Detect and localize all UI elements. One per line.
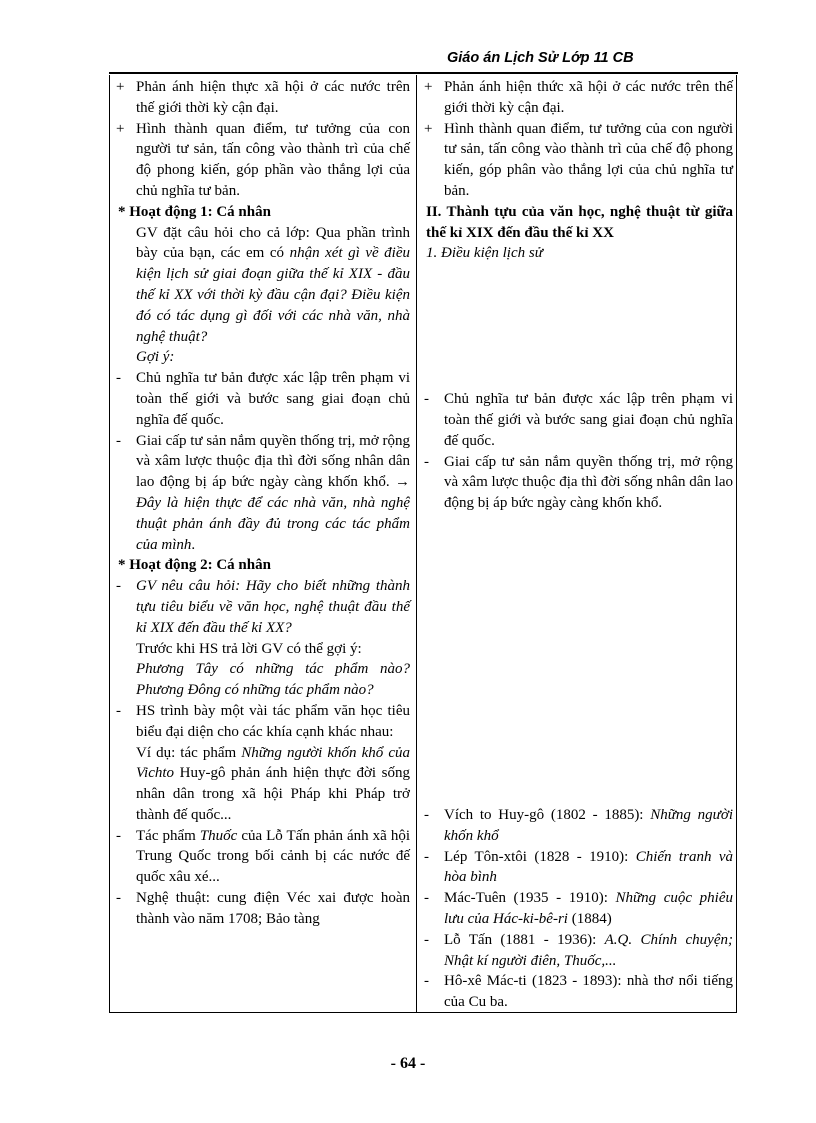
left-paragraph: - Giai cấp tư sản nắm quyền thống trị, mở rộng và xâm lược thuộc địa thì đời sống nhân dân lao động bị áp bức ngày càng khốn khổ. → Đây là hiện thực để các nhà văn, nhà nghệ thuật phản ánh đầy đủ trong các tác phẩm của mình. bbox=[116, 432, 410, 553]
left-paragraph: + Hình thành quan điểm, tư tưởng của con người tư sản, tấn công vào thành trì của chế độ phong kiến, góp phần vào thắng lợi của chủ nghĩa tư bản. bbox=[116, 120, 410, 199]
activity-heading: * Hoạt động 1: Cá nhân bbox=[118, 203, 271, 220]
left-column bbox=[114, 77, 410, 930]
left-paragraph: Phương Tây có những tác phẩm nào? Phương Đông có những tác phẩm nào? bbox=[136, 661, 410, 699]
left-paragraph: - Tác phẩm Thuốc của Lỗ Tấn phản ánh xã hội Trung Quốc trong bối cảnh bị các nước đế quốc xâu xé... bbox=[116, 827, 410, 886]
left-paragraph: GV đặt câu hỏi cho cả lớp: Qua phần trình bày của bạn, các em có nhận xét gì về điều kiện lịch sử giai đoạn giữa thế kỉ XIX - đầu thế kỉ XX với thời kỳ đầu cận đại? Điều kiện đó có tác dụng gì đối với các nhà văn, nhà nghệ thuật? bbox=[136, 224, 410, 345]
left-paragraph: Ví dụ: tác phẩm Những người khốn khổ của Vichto Huy-gô phản ánh hiện thực đời sống nhân dân trong xã hội Pháp khi Pháp trở thành đế quốc... bbox=[136, 744, 410, 823]
hint-label: Gợi ý: bbox=[136, 349, 175, 366]
subsection-heading: 1. Điều kiện lịch sử bbox=[426, 245, 543, 262]
page-number: - 64 - bbox=[390, 1055, 426, 1072]
left-paragraph: - GV nêu câu hỏi: Hãy cho biết những thành tựu tiêu biểu về văn học, nghệ thuật đầu thế kỉ XIX đến đầu thế kỉ XX? bbox=[116, 578, 410, 636]
work-item: - Vích to Huy-gô (1802 - 1885): Những người khốn khổ bbox=[424, 806, 733, 844]
left-paragraph: - Nghệ thuật: cung điện Véc xai được hoàn thành vào năm 1708; Bảo tàng bbox=[116, 890, 410, 927]
column-divider bbox=[416, 75, 417, 1012]
spacer bbox=[422, 514, 733, 805]
work-item: - Lép Tôn-xtôi (1828 - 1910): Chiến tranh và hòa bình bbox=[424, 848, 733, 886]
header-rule bbox=[109, 72, 738, 74]
work-item: - Lỗ Tấn (1881 - 1936): A.Q. Chính chuyện; Nhật kí người điên, Thuốc,... bbox=[424, 931, 733, 969]
activity-heading: * Hoạt động 2: Cá nhân bbox=[118, 557, 271, 574]
left-paragraph: Trước khi HS trả lời GV có thể gợi ý: bbox=[136, 640, 362, 657]
section-heading: II. Thành tựu của văn học, nghệ thuật từ giữa thế kỉ XIX đến đầu thế kỉ XX bbox=[426, 203, 733, 241]
left-paragraph: + Phản ánh hiện thực xã hội ở các nước trên thế giới thời kỳ cận đại. bbox=[116, 79, 410, 116]
right-paragraph: + Phản ánh hiện thức xã hội ở các nước trên thế giới thời kỳ cận đại. bbox=[424, 79, 733, 116]
left-paragraph: - HS trình bày một vài tác phẩm văn học tiêu biểu đại diện cho các khía cạnh khác nhau: bbox=[116, 702, 410, 740]
right-paragraph: - Chủ nghĩa tư bản được xác lập trên phạm vi toàn thế giới và bước sang giai đoạn chủ nghĩa đế quốc. bbox=[424, 391, 733, 449]
right-column bbox=[422, 77, 733, 1013]
right-paragraph: - Giai cấp tư sản nắm quyền thống trị, mở rộng và xâm lược thuộc địa thì đời sống nhân dân lao động bị áp bức ngày càng khốn khổ. bbox=[424, 453, 733, 512]
lesson-table bbox=[109, 75, 737, 1013]
work-item: - Mác-Tuên (1935 - 1910): Những cuộc phiêu lưu của Hác-ki-bê-ri (1884) bbox=[424, 890, 734, 927]
spacer bbox=[422, 264, 733, 389]
right-paragraph: + Hình thành quan điểm, tư tưởng của con người tư sản, tấn công vào thành trì của chế độ phong kiến, góp phân vào thắng lợi của chủ nghĩa tư bản. bbox=[424, 120, 733, 199]
page-header-title: Giáo án Lịch Sử Lớp 11 CB bbox=[447, 50, 634, 66]
work-item: - Hô-xê Mác-ti (1823 - 1893): nhà thơ nổi tiếng của Cu ba. bbox=[424, 973, 733, 1011]
left-paragraph: - Chủ nghĩa tư bản được xác lập trên phạm vi toàn thế giới và bước sang giai đoạn chủ nghĩa đế quốc. bbox=[116, 370, 410, 428]
